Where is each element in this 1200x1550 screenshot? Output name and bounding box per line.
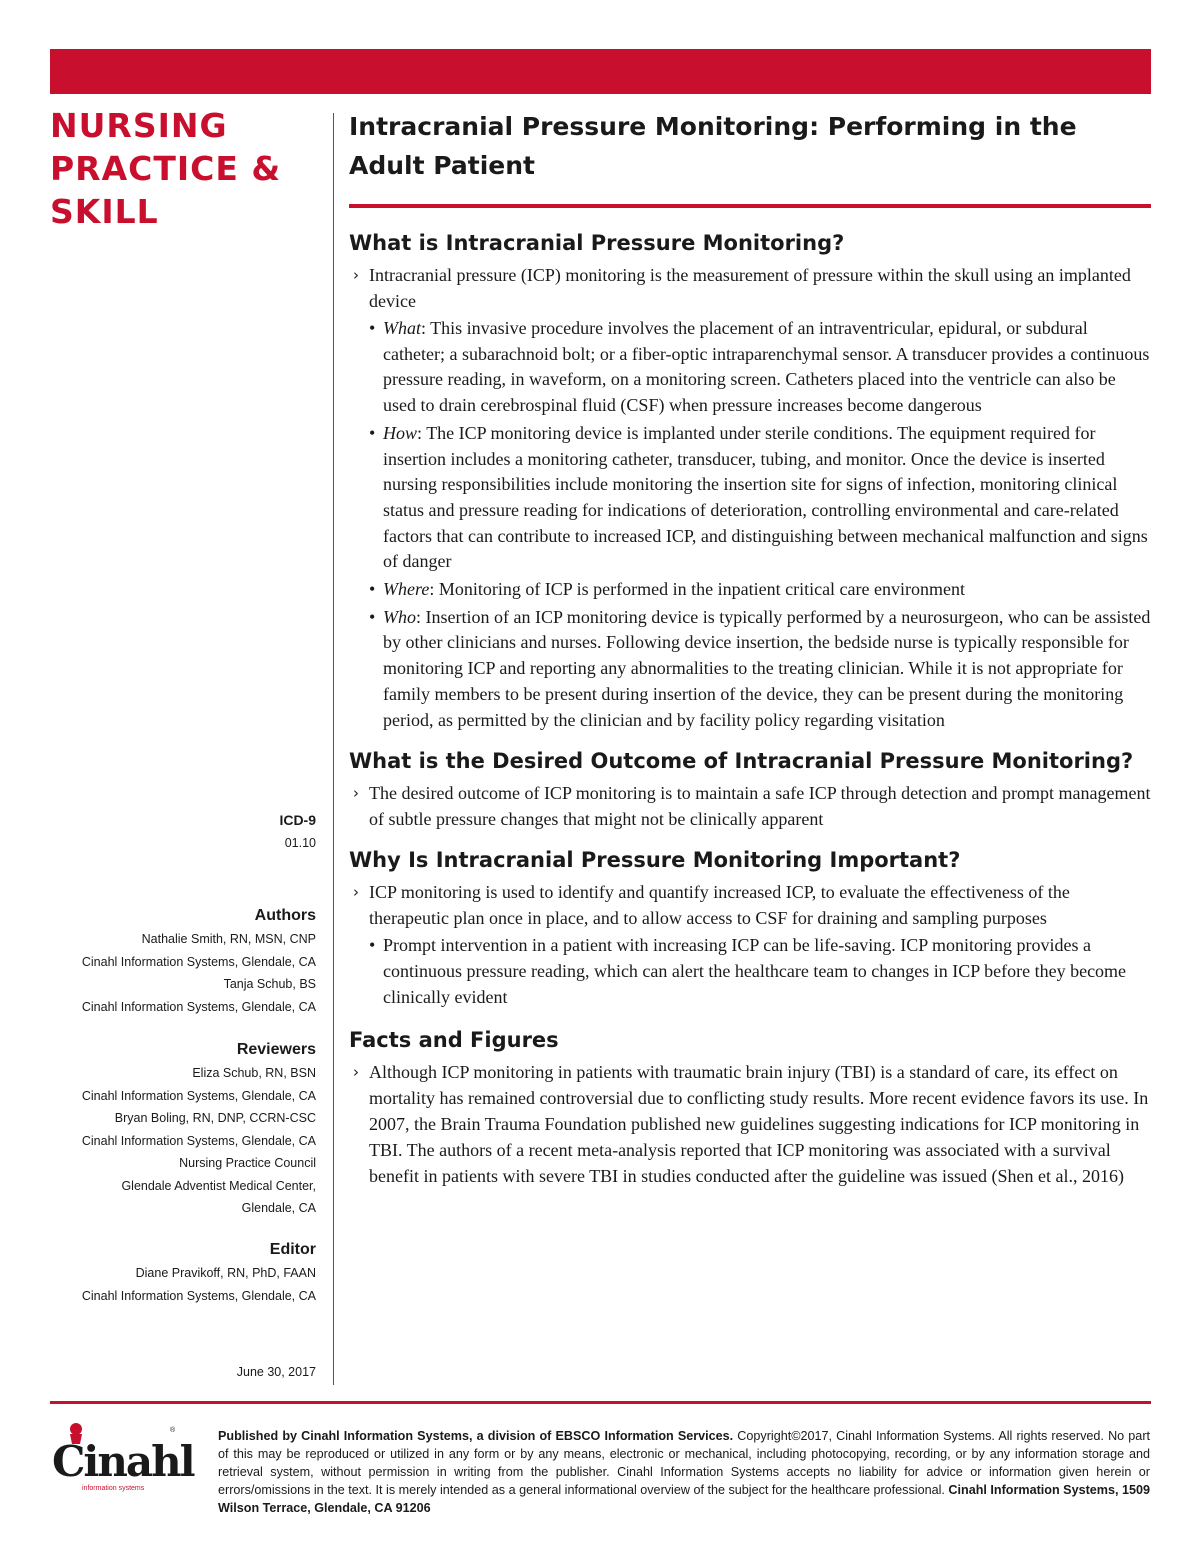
authors-block [50, 904, 316, 1018]
sub-list-item [369, 933, 1151, 1010]
bullet-label: How [383, 422, 418, 443]
sub-list-item [369, 577, 1151, 603]
section-list [349, 262, 1151, 733]
reviewer-name: Bryan Boling, RN, DNP, CCRN-CSC [114, 1111, 316, 1125]
bullet-text: : Insertion of an ICP monitoring device is typically performed by a neurosurgeon, who can be assisted by other clinicians and nurses. Following device insertion, the bedside nurse is typically responsible for monitoring ICP and reporting any abnormalities to the treating clinician. While it is not appropriate for family members to be present during insertion of the device, they can be present during the monitoring period, as permitted by the clinician and by facility policy regarding visitation [383, 606, 1151, 730]
logo-tagline: information systems [82, 1485, 145, 1492]
list-item-text: The desired outcome of ICP monitoring is to maintain a safe ICP through detection and prompt management of subtle pressure changes that might not be clinically apparent [369, 783, 1151, 830]
publication-date: June 30, 2017 [236, 1365, 316, 1379]
cinahl-logo [52, 1420, 194, 1495]
main-content [349, 107, 1151, 1189]
sub-list-item [369, 316, 1151, 419]
title-divider [349, 204, 1151, 208]
brand-heading [50, 104, 281, 233]
brand-line: NURSING [50, 106, 228, 145]
authors-heading: Authors [254, 907, 316, 924]
header-bar [50, 49, 1151, 94]
list-item [349, 262, 1151, 733]
section-heading: Facts and Figures [349, 1028, 559, 1053]
author-affiliation: Cinahl Information Systems, Glendale, CA [81, 999, 316, 1014]
list-item [349, 780, 1151, 832]
bullet-text: : Monitoring of ICP is performed in the inpatient critical care environment [429, 579, 965, 600]
svg-text:®: ® [170, 1427, 176, 1434]
sub-list-item [369, 605, 1151, 734]
bullet-text: Prompt intervention in a patient with increasing ICP can be life-saving. ICP monitoring provides a continuous pressure reading, which can alert the healthcare team to changes in ICP before they become clinically evident [383, 935, 1127, 1007]
list-item-text: ICP monitoring is used to identify and quantify increased ICP, to evaluate the effectiveness of the therapeutic plan once in place, and to allow access to CSF for draining and sampling purposes [369, 882, 1070, 929]
bullet-text: : This invasive procedure involves the placement of an intraventricular, epidural, or subdural catheter; a subarachnoid bolt; or a fiber-optic intraparenchymal sensor. A transducer provides a continuous pressure reading, in waveform, on a monitoring screen. Catheters placed into the ventricle can also be used to drain cerebrospinal fluid (CSF) when pressure increases become dangerous [383, 318, 1150, 416]
author-name: Tanja Schub, BS [223, 977, 316, 991]
council-affiliation: Glendale Adventist Medical Center, [121, 1178, 316, 1193]
editor-name: Diane Pravikoff, RN, PhD, FAAN [135, 1266, 316, 1280]
council-name: Nursing Practice Council [179, 1156, 316, 1170]
icd-code: 01.10 [284, 836, 316, 850]
reviewer-name: Eliza Schub, RN, BSN [192, 1066, 316, 1080]
brand-line: SKILL [50, 192, 159, 231]
section-list [349, 1059, 1151, 1189]
bullet-text: : The ICP monitoring device is implanted under sterile conditions. The equipment required for insertion includes a monitoring catheter, transducer, tubing, and monitor. Once the device is inserted nursing responsibilities include monitoring the insertion site for signs of infection, monitoring clinical status and pressure reading for indications of deterioration, controlling environmental and care-related factors that can contribute to increased ICP, and distinguishing between mechanical malfunction and signs of danger [383, 422, 1148, 572]
bullet-label: Who [383, 606, 416, 627]
column-divider [333, 113, 334, 1385]
list-item-text: Although ICP monitoring in patients with traumatic brain injury (TBI) is a standard of care, its effect on mortality has remained controversial due to conflicting study results. More recent evidence favors its use. In 2007, the Brain Trauma Foundation published new guidelines suggesting indications for ICP monitoring in TBI. The authors of a recent meta-analysis reported that ICP monitoring was associated with a survival benefit in patients with severe TBI in studies conducted after the guideline was issued (Shen et al., 2016) [369, 1062, 1149, 1187]
reviewer-affiliation: Cinahl Information Systems, Glendale, CA [81, 1133, 316, 1148]
icd-block [50, 808, 316, 855]
logo-wordmark: Cinahl [52, 1437, 194, 1486]
page-title: Intracranial Pressure Monitoring: Performing in the Adult Patient [349, 112, 1077, 180]
brand-line: PRACTICE & [50, 149, 282, 188]
editor-heading: Editor [269, 1241, 316, 1258]
footer-body: Copyright©2017, Cinahl Information Systems. All rights reserved. No part of this may be reproduced or utilized in any form or by any means, electronic or mechanical, including photocopying, recording, or by any information storage and retrieval system, without permission in writing from the publisher. Cinahl Information Systems accepts no liability for advice or information given herein or errors/omissions in the text. It is merely intended as a general informational overview of the subject for the healthcare professional. [218, 1429, 1151, 1497]
bullet-label: What [383, 318, 421, 338]
reviewer-affiliation: Cinahl Information Systems, Glendale, CA [81, 1088, 316, 1103]
author-affiliation: Cinahl Information Systems, Glendale, CA [81, 954, 316, 969]
reviewers-block [50, 1038, 316, 1220]
reviewers-heading: Reviewers [236, 1041, 316, 1058]
editor-affiliation: Cinahl Information Systems, Glendale, CA [81, 1288, 316, 1303]
footer-copyright [218, 1427, 1150, 1517]
footer-publisher: Published by Cinahl Information Systems, a division of EBSCO Information Services. [218, 1429, 734, 1443]
icd-label: ICD-9 [279, 812, 316, 828]
list-item [349, 1059, 1151, 1189]
author-name: Nathalie Smith, RN, MSN, CNP [141, 932, 316, 946]
editor-block [50, 1238, 316, 1307]
sub-list-item [369, 421, 1151, 575]
council-affiliation: Glendale, CA [241, 1201, 316, 1215]
section-heading: What is the Desired Outcome of Intracranial Pressure Monitoring? [349, 749, 1134, 774]
section-list [349, 879, 1151, 1010]
section-list [349, 780, 1151, 832]
footer-address: Cinahl Information Systems, 1509 Wilson Terrace, Glendale, CA 91206 [218, 1483, 1151, 1515]
footer-divider [50, 1401, 1151, 1404]
list-item-text: Intracranial pressure (ICP) monitoring is the measurement of pressure within the skull using an implanted device [369, 265, 1131, 311]
sub-list [369, 316, 1151, 733]
section-heading: Why Is Intracranial Pressure Monitoring Important? [349, 848, 961, 873]
sub-list [369, 933, 1151, 1010]
list-item [349, 879, 1151, 1010]
bullet-label: Where [383, 579, 430, 600]
section-heading: What is Intracranial Pressure Monitoring? [349, 231, 845, 255]
